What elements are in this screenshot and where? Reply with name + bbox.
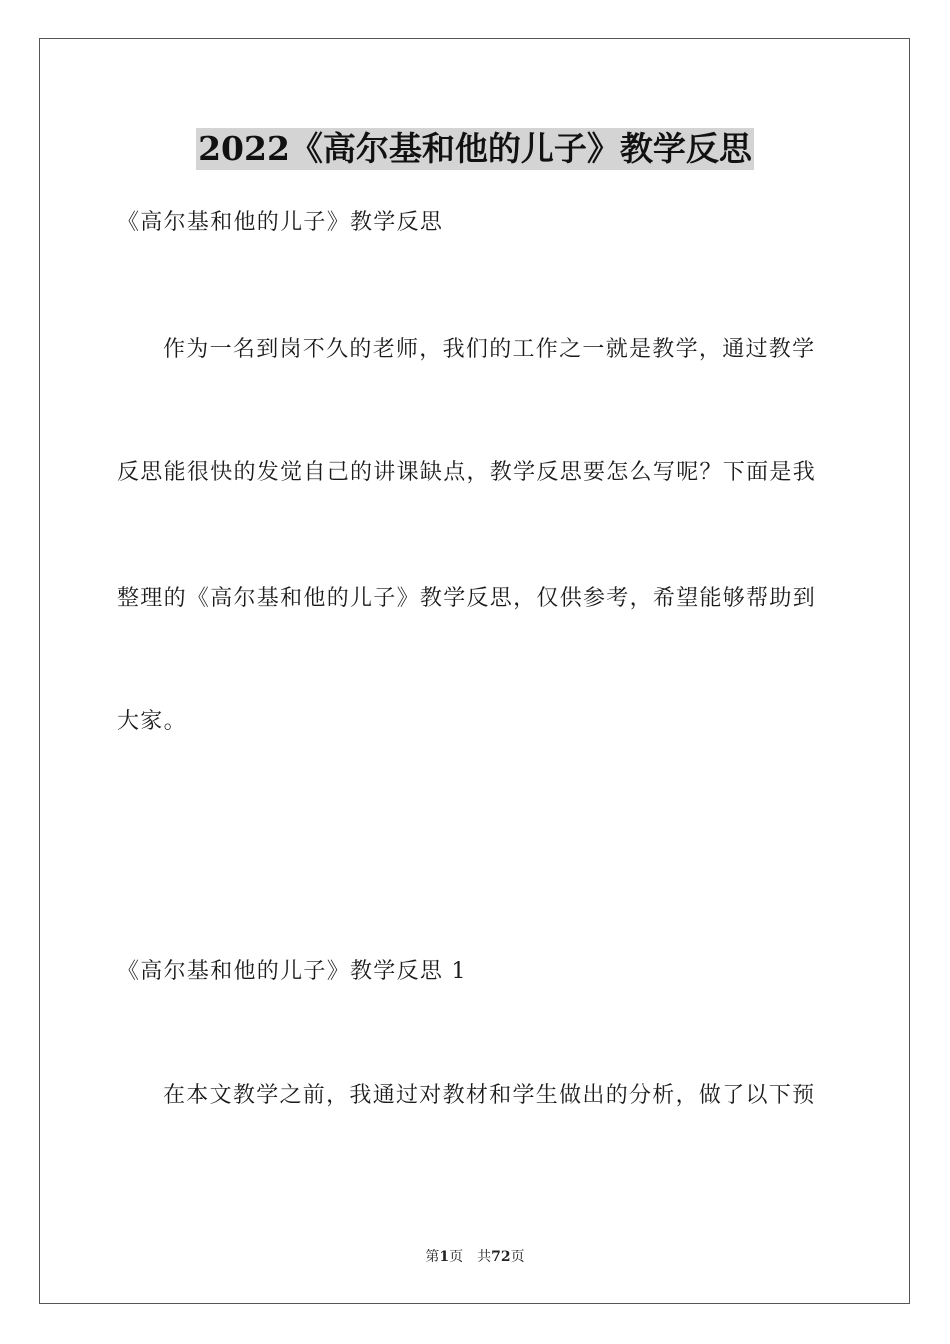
intro-line-3: 整理的《高尔基和他的儿子》教学反思，仅供参考，希望能够帮助到	[117, 586, 817, 611]
intro-line-4: 大家。	[117, 709, 187, 734]
section1-line-1: 在本文教学之前，我通过对教材和学生做出的分析，做了以下预	[163, 1083, 816, 1108]
document-title: 2022《高尔基和他的儿子》教学反思	[198, 129, 752, 168]
footer-middle: 页 共	[449, 1249, 492, 1265]
title-container	[0, 128, 950, 170]
page-footer	[0, 1246, 950, 1266]
document-subtitle: 《高尔基和他的儿子》教学反思	[117, 210, 444, 235]
footer-page-total: 72	[491, 1249, 511, 1265]
footer-prefix: 第	[425, 1249, 440, 1265]
section-heading-1: 《高尔基和他的儿子》教学反思 1	[117, 959, 467, 984]
intro-line-2: 反思能很快的发觉自己的讲课缺点，教学反思要怎么写呢？下面是我	[117, 460, 817, 485]
intro-line-1: 作为一名到岗不久的老师，我们的工作之一就是教学，通过教学	[163, 337, 816, 362]
footer-page-current: 1	[439, 1249, 450, 1265]
footer-suffix: 页	[510, 1249, 525, 1265]
